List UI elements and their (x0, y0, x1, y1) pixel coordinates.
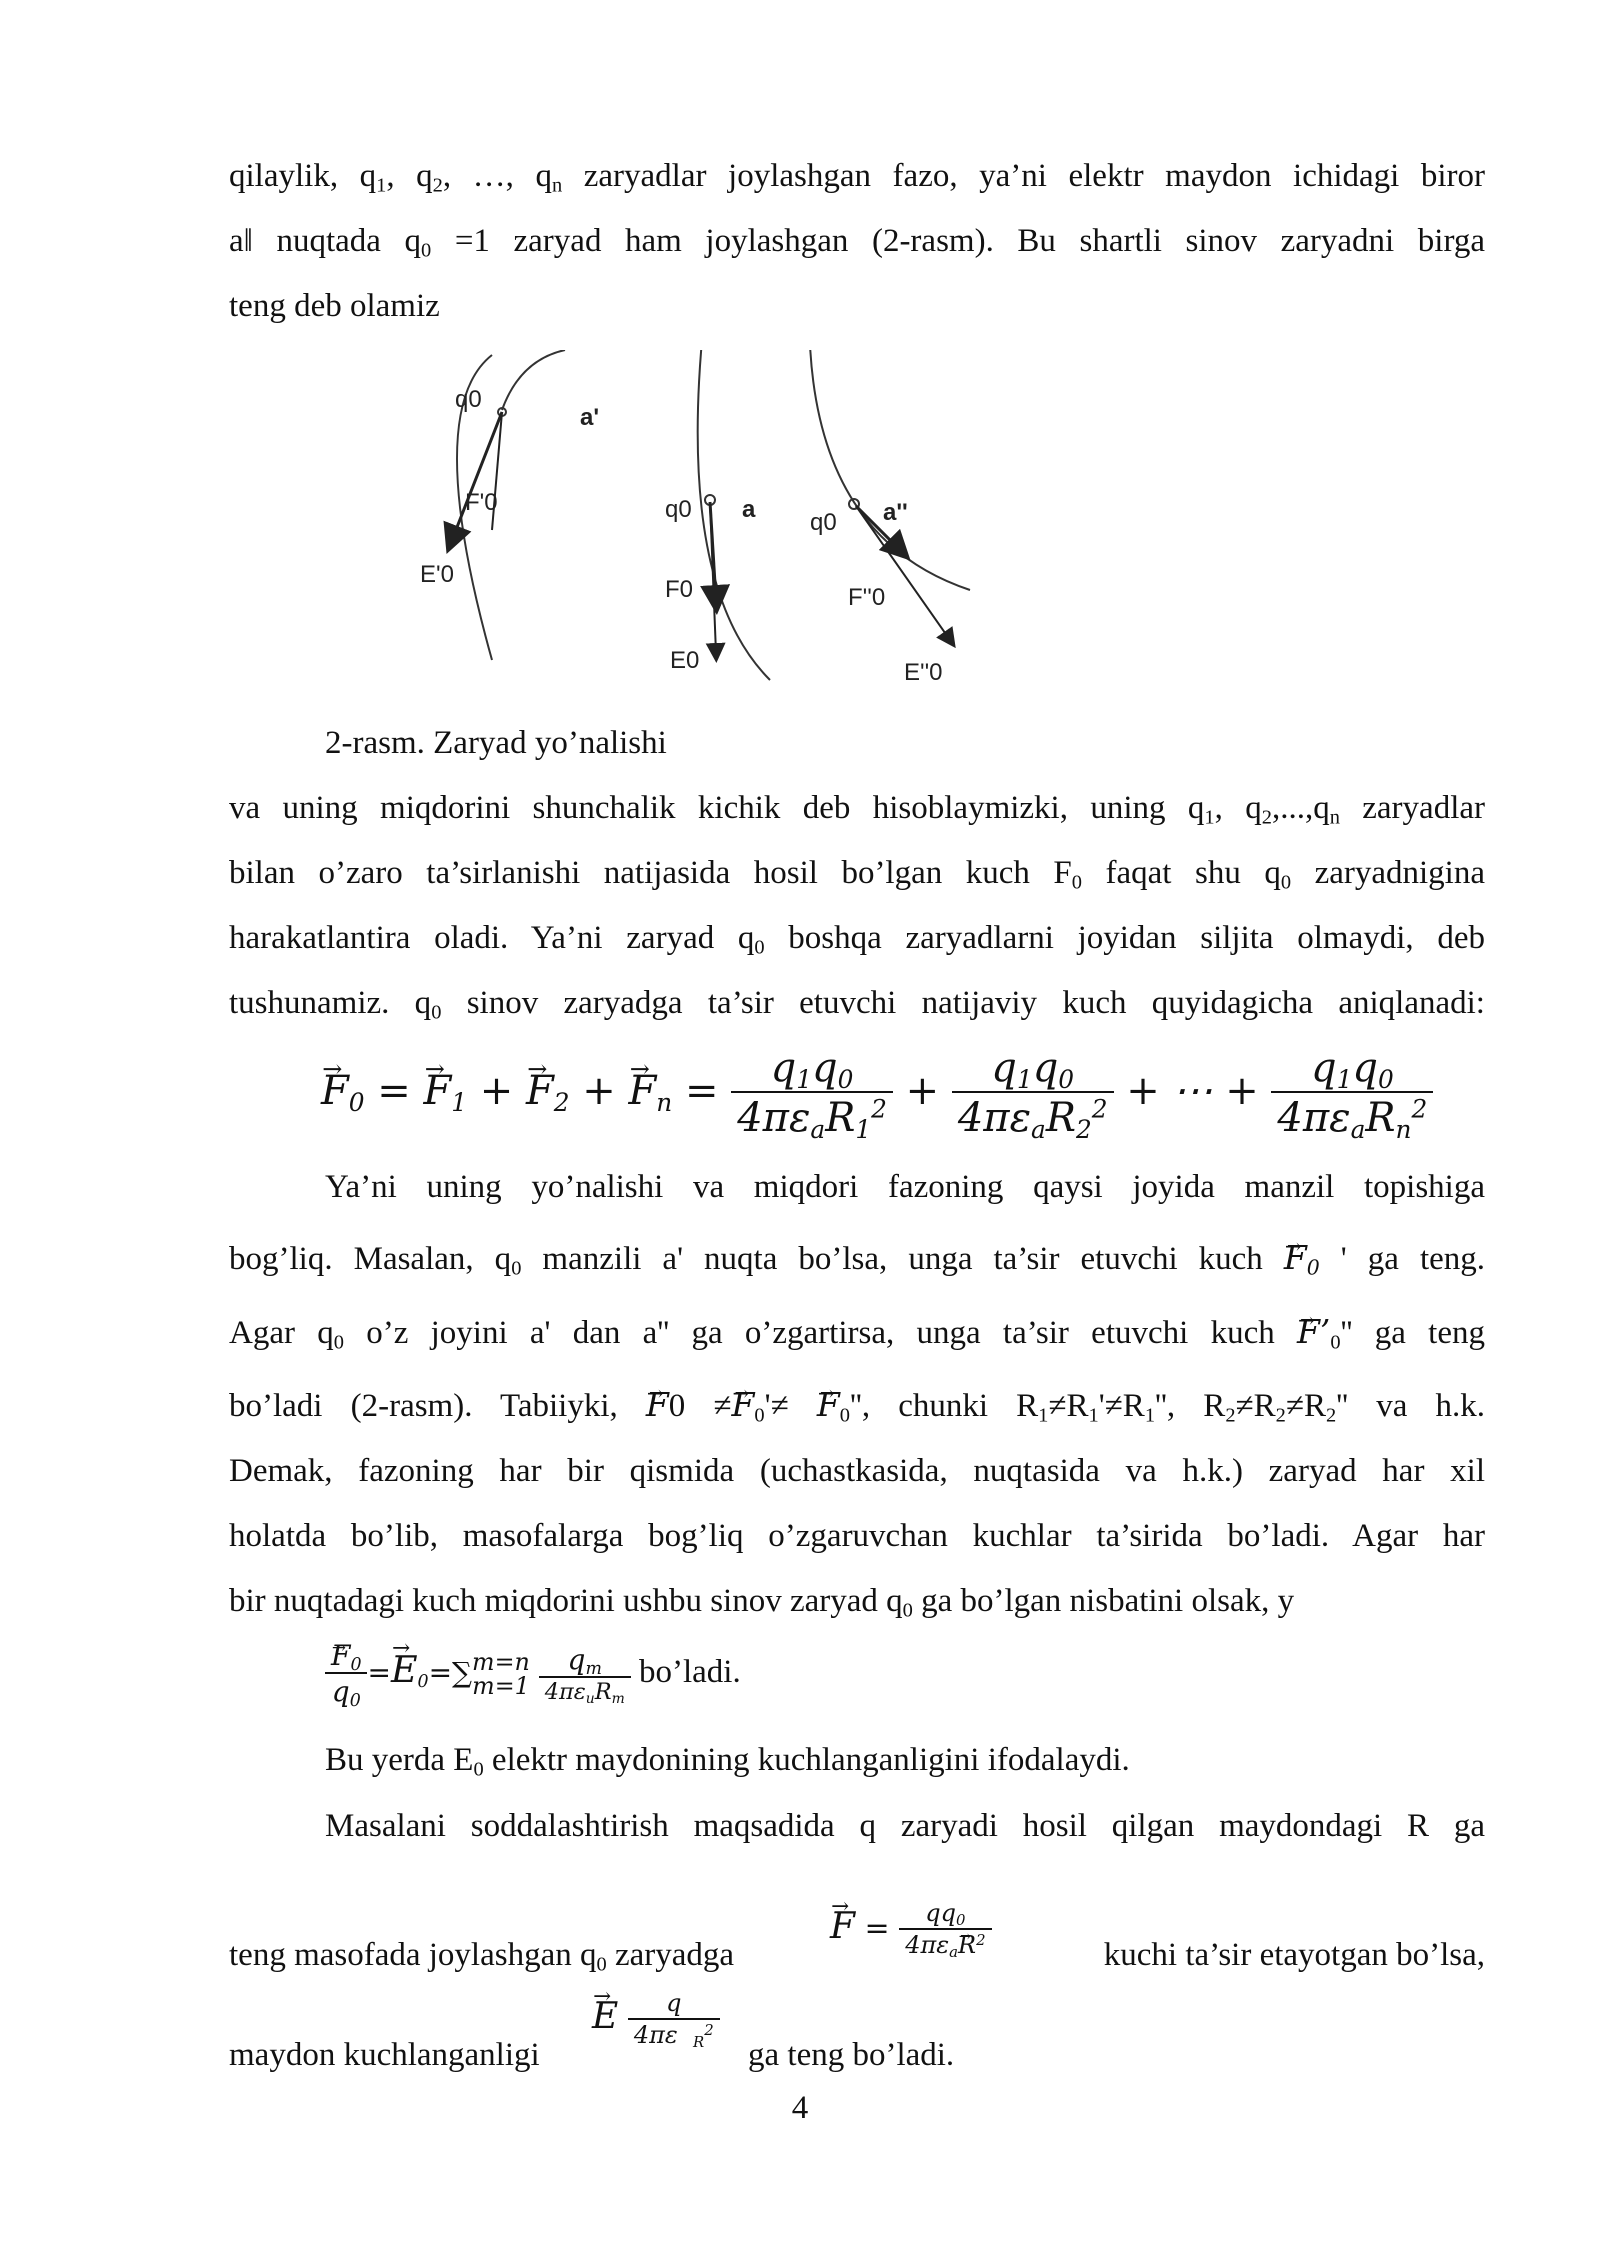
label-f0-double-prime: F''0 (848, 584, 886, 611)
paragraph-line: holatda bo’lib, masofalarga bog’liq o’zgaruvchan kuchlar ta’sirida bo’ladi. Agar har (229, 1518, 1485, 1554)
label-e0-double-prime: E''0 (904, 659, 943, 686)
paragraph-line: a‖ nuqtada $q_0 =1$ zaryad ham joylashgan (2-rasm). Bu shartli sinov zaryadni birga (229, 223, 1485, 262)
paragraph-line: harakatlantira oladi. Ya’ni zaryad $q_0$ boshqa zaryadlarni joyidan siljita olmaydi, deb (229, 920, 1485, 959)
label-a: a (742, 496, 756, 523)
paragraph-line: Ya’ni uning yo’nalishi va miqdori fazoning qaysi joyida manzil topishiga (325, 1169, 1485, 1205)
paragraph-line: Agar $q_0$ o’z joyini a' dan a'' ga o’zgartirsa, unga ta’sir etuvchi kuch → $F’_0''$ ga teng (229, 1312, 1485, 1353)
label-q0: q0 (810, 509, 837, 536)
label-e0-prime: E'0 (420, 561, 454, 588)
label-a-double-prime: a'' (883, 499, 908, 526)
paragraph-line: maydon kuchlanganligi (229, 2037, 540, 2073)
coulomb-force-formula: → F = $\frac{qq_0}{4\pi\varepsilon_a\to R^2}$ (830, 1900, 992, 1960)
field-strength-formula: → E $\frac{q}{4\pi\varepsilon _R^2}$ (592, 1990, 720, 2050)
paragraph-line: Demak, fazoning har bir qismida (uchastkasida, nuqtasida va h.k.) zaryad har xil (229, 1453, 1485, 1489)
paragraph-line: teng deb olamiz (229, 288, 440, 324)
paragraph-line: bilan o’zaro ta’sirlanishi natijasida hosil bo’lgan kuch $F_0$ faqat shu $q_0$ zaryadnigina (229, 855, 1485, 894)
figure-caption: 2-rasm. Zaryad yo’nalishi (325, 725, 667, 761)
field-strength-sum-formula: → $\frac{F_0}{q_0}$ =→ $E_0=\sum$ m=n m=1 $\frac{q_m}{4\pi\varepsilon_uR_m}$ bo’ladi. (325, 1640, 741, 1709)
paragraph-line: bo’ladi (2-rasm). Tabiiyki, → $F0 \ne\to F_0'\ne \to F_0''$, chunki $R_1\ne R_1'\ne R_1''$, $R_2\ne R_2\ne R_2''$ va h.k. (229, 1385, 1485, 1426)
paragraph-line: Bu yerda $E_0$ elektr maydonining kuchlanganligini ifodalaydi. (325, 1742, 1130, 1781)
label-e0: E0 (670, 647, 700, 674)
paragraph-line: teng masofada joylashgan $q_0$ zaryadga (229, 1937, 735, 1976)
paragraph-line: va uning miqdorini shunchalik kichik deb hisoblaymizki, uning $q_1$, $q_2,...,q_n$ zaryadlar (229, 790, 1486, 829)
label-a-prime: a' (580, 404, 600, 431)
charge-direction-figure (380, 350, 1000, 700)
paragraph-line: bir nuqtadagi kuch miqdorini ushbu sinov zaryad $q_0$ ga bo’lgan nisbatini olsak, y (229, 1583, 1295, 1622)
page-number: 4 (791, 2090, 809, 2126)
paragraph-line: ga teng bo’ladi. (748, 2037, 955, 2073)
force-sum-formula: → $F_0$ = → $F_1$ + → $F_2$ + → $F_n$ = $\frac{q_1q_0}{4\pi\varepsilon_aR_1^2}$ + $\frac{q_1q_0}{4\pi\varepsilon_aR_2^2}$ + ⋯ + $\frac{q_1q_0}{4\pi\varepsilon_aR_n^2}$ (321, 1045, 1433, 1143)
paragraph-line: Masalani soddalashtirish maqsadida q zaryadi hosil qilgan maydondagi R ga (325, 1808, 1485, 1844)
paragraph-line: bog’liq. Masalan, $q_0$ manzili a' nuqta bo’lsa, unga ta’sir etuvchi kuch → $F_0$ ' ga teng. (229, 1238, 1485, 1279)
label-f0-prime: F'0 (465, 489, 498, 516)
paragraph-line: tushunamiz. $q_0$ sinov zaryadga ta’sir etuvchi natijaviy kuch quyidagicha aniqlanadi: (229, 985, 1485, 1024)
label-q0: q0 (455, 386, 482, 413)
paragraph-line: kuchi ta’sir etayotgan bo’lsa, (1103, 1937, 1485, 1973)
label-q0: q0 (665, 496, 692, 523)
label-f0: F0 (665, 576, 694, 603)
paragraph-line: qilaylik, $q_1$, $q_2$, …, $q_n$ zaryadlar joylashgan fazo, ya’ni elektr maydon ichidagi biror (229, 158, 1486, 197)
